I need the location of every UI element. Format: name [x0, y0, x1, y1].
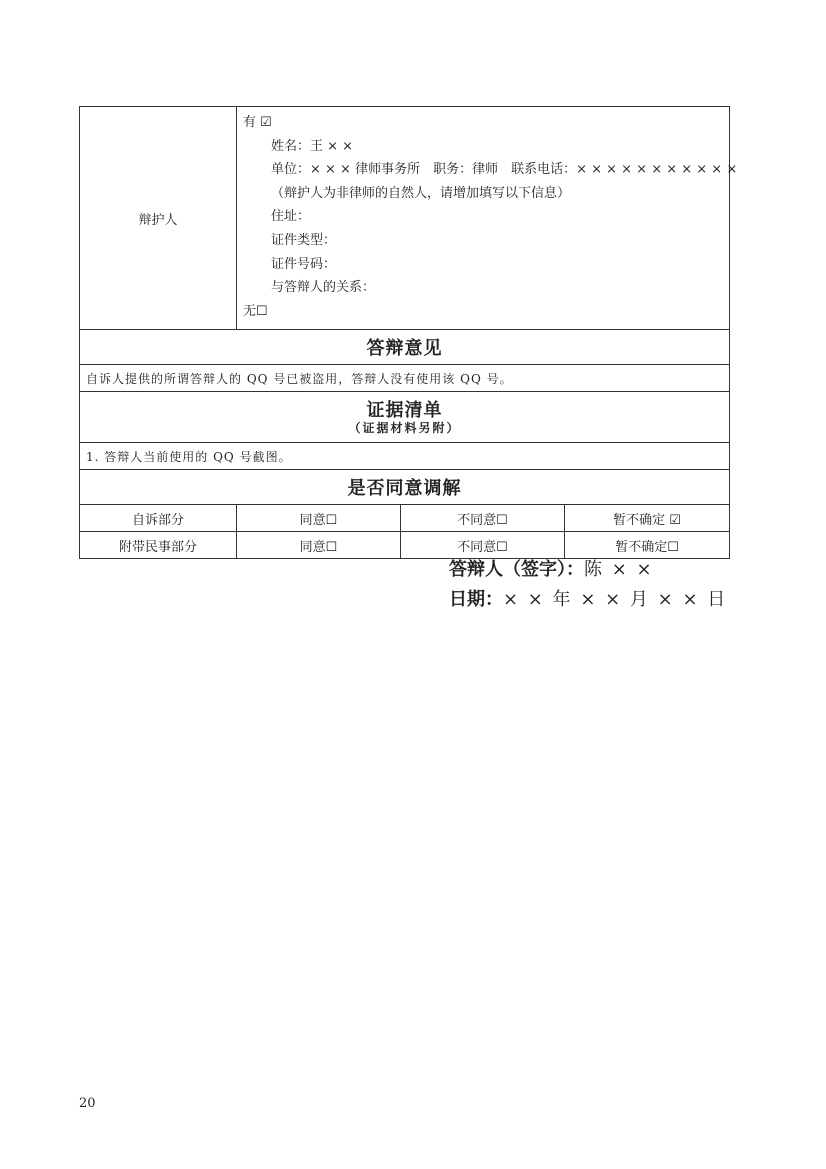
- mediation-title: 是否同意调解: [80, 470, 730, 505]
- defender-id-number: 证件号码：: [271, 256, 337, 272]
- evidence-header: [80, 392, 730, 443]
- page-number: 20: [79, 1096, 96, 1111]
- mediation-row-label: 自诉部分: [80, 505, 237, 532]
- mediation-disagree-option[interactable]: 不同意☐: [401, 532, 565, 559]
- date-value: × × 年 × × 月 × × 日: [503, 589, 728, 610]
- defender-none-option[interactable]: 无☐: [243, 303, 268, 319]
- mediation-undecided-option[interactable]: 暂不确定 ☑: [565, 505, 730, 532]
- mediation-header-row: [80, 470, 730, 505]
- date-line: [449, 585, 727, 615]
- defender-name: 姓名：王 × ×: [271, 138, 354, 154]
- signature-name: 陈 × ×: [584, 559, 654, 580]
- signature-line: [449, 555, 727, 585]
- defense-form-table: [79, 106, 738, 559]
- evidence-subtitle: （证据材料另附）: [348, 421, 461, 436]
- defender-note: （辩护人为非律师的自然人，请增加填写以下信息）: [271, 185, 571, 201]
- mediation-row-label: 附带民事部分: [80, 532, 237, 559]
- defender-details: [237, 107, 738, 330]
- date-label: 日期：: [449, 589, 503, 610]
- defense-opinion-header-row: [80, 330, 730, 365]
- defender-relation: 与答辩人的关系：: [271, 280, 376, 296]
- evidence-title: 证据清单: [366, 400, 443, 422]
- defender-unit: 单位：× × × 律师事务所 职务：律师 联系电话：× × × × × × × × × × ×: [271, 162, 738, 178]
- mediation-disagree-option[interactable]: 不同意☐: [401, 505, 565, 532]
- defense-opinion-title: 答辩意见: [80, 330, 730, 365]
- mediation-agree-option[interactable]: 同意☐: [237, 532, 401, 559]
- signature-label: 答辩人（签字）：: [449, 559, 584, 580]
- defender-id-type: 证件类型：: [271, 232, 337, 248]
- defender-has-option[interactable]: 有 ☑: [243, 115, 272, 130]
- evidence-item-1: 1. 答辩人当前使用的 QQ 号截图。: [80, 443, 730, 470]
- mediation-undecided-option[interactable]: 暂不确定☐: [565, 532, 730, 559]
- mediation-agree-option[interactable]: 同意☐: [237, 505, 401, 532]
- defender-address: 住址：: [271, 209, 311, 225]
- signature-block: [449, 555, 727, 615]
- defense-opinion-row: [80, 365, 730, 392]
- defense-opinion-text: 自诉人提供的所谓答辩人的 QQ 号已被盗用，答辩人没有使用该 QQ 号。: [80, 365, 730, 392]
- mediation-row-private: [80, 505, 730, 532]
- defender-row: [80, 107, 730, 330]
- defender-label: 辩护人: [80, 107, 237, 330]
- evidence-header-row: [80, 392, 730, 443]
- evidence-item-row: [80, 443, 730, 470]
